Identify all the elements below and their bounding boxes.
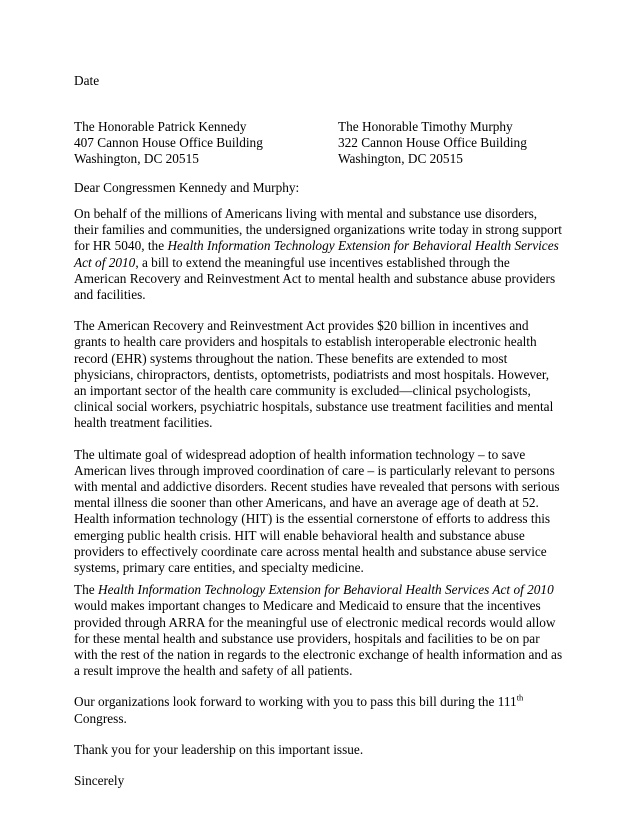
bill-title: Health Information Technology Extension for Behavioral Health Services Act of 2010 <box>98 582 554 598</box>
letter-body <box>74 206 564 789</box>
ordinal-suffix: th <box>516 693 524 704</box>
recipient-city: Washington, DC 20515 <box>338 151 463 167</box>
paragraph-text: On behalf of the millions of Americans living with mental and substance use disorders, their families and communities, the undersigned organizations write today in strong support for HR 5040, the <box>74 206 562 254</box>
paragraph-thanks: Thank you for your leadership on this important issue. <box>74 741 364 757</box>
bill-title: Health Information Technology Extension for Behavioral Health Services Act of 2010 <box>74 238 559 270</box>
recipient-street: 407 Cannon House Office Building <box>74 135 263 151</box>
recipient-name: The Honorable Timothy Murphy <box>338 119 513 134</box>
paragraph-congress <box>74 694 564 726</box>
recipient-city: Washington, DC 20515 <box>74 151 199 167</box>
date-line: Date <box>74 73 100 88</box>
closing: Sincerely <box>74 773 125 789</box>
paragraph-bill-changes <box>74 582 564 679</box>
recipient-address-kennedy <box>74 119 263 168</box>
paragraph-hit-goal: The ultimate goal of widespread adoption of health information technology – to save American lives through improved coordination of care – is particularly relevant to persons with mental and addictive disorders. Recent studies have revealed that persons with serious mental illness die sooner than other Americans, and have an average age of death at 52. Health information technology (HIT) is the essential cornerstone of efforts to address this emerging public health crisis. HIT will enable behavioral health and substance abuse providers to effectively coordinate care across mental health and substance abuse service systems, primary care entities, and specialty medicine. <box>74 446 560 576</box>
paragraph-text: The <box>74 582 98 598</box>
paragraph-text: , a bill to extend the meaningful use incentives established through the American Recovery and Reinvestment Act to mental health and substance abuse providers and facilities. <box>74 254 556 303</box>
recipient-address-murphy <box>338 119 527 168</box>
salutation: Dear Congressmen Kennedy and Murphy: <box>74 180 300 195</box>
recipient-name: The Honorable Patrick Kennedy <box>74 119 247 134</box>
paragraph-text: Our organizations look forward to working with you to pass this bill during the 111 <box>74 694 517 710</box>
paragraph-text: would makes important changes to Medicare and Medicaid to ensure that the incentives provided through ARRA for the meaningful use of electronic medical records would allow for these mental health and substance use providers, hospitals and facilities to be on par with the rest of the nation in regards to the electronic exchange of health information and as a result improve the health and safety of all patients. <box>74 598 563 679</box>
paragraph-support <box>74 206 564 303</box>
paragraph-arra: The American Recovery and Reinvestment Act provides $20 billion in incentives and grants to health care providers and hospitals to establish interoperable electronic health record (EHR) systems throughout the nation. These benefits are extended to most physicians, chiropractors, dentists, optometrists, podiatrists and most hospitals. However, an important sector of the health care community is excluded—clinical psychologists, clinical social workers, psychiatric hospitals, substance use treatment facilities and mental health treatment facilities. <box>74 318 554 431</box>
paragraph-text: Congress. <box>74 710 127 726</box>
recipient-street: 322 Cannon House Office Building <box>338 135 527 151</box>
